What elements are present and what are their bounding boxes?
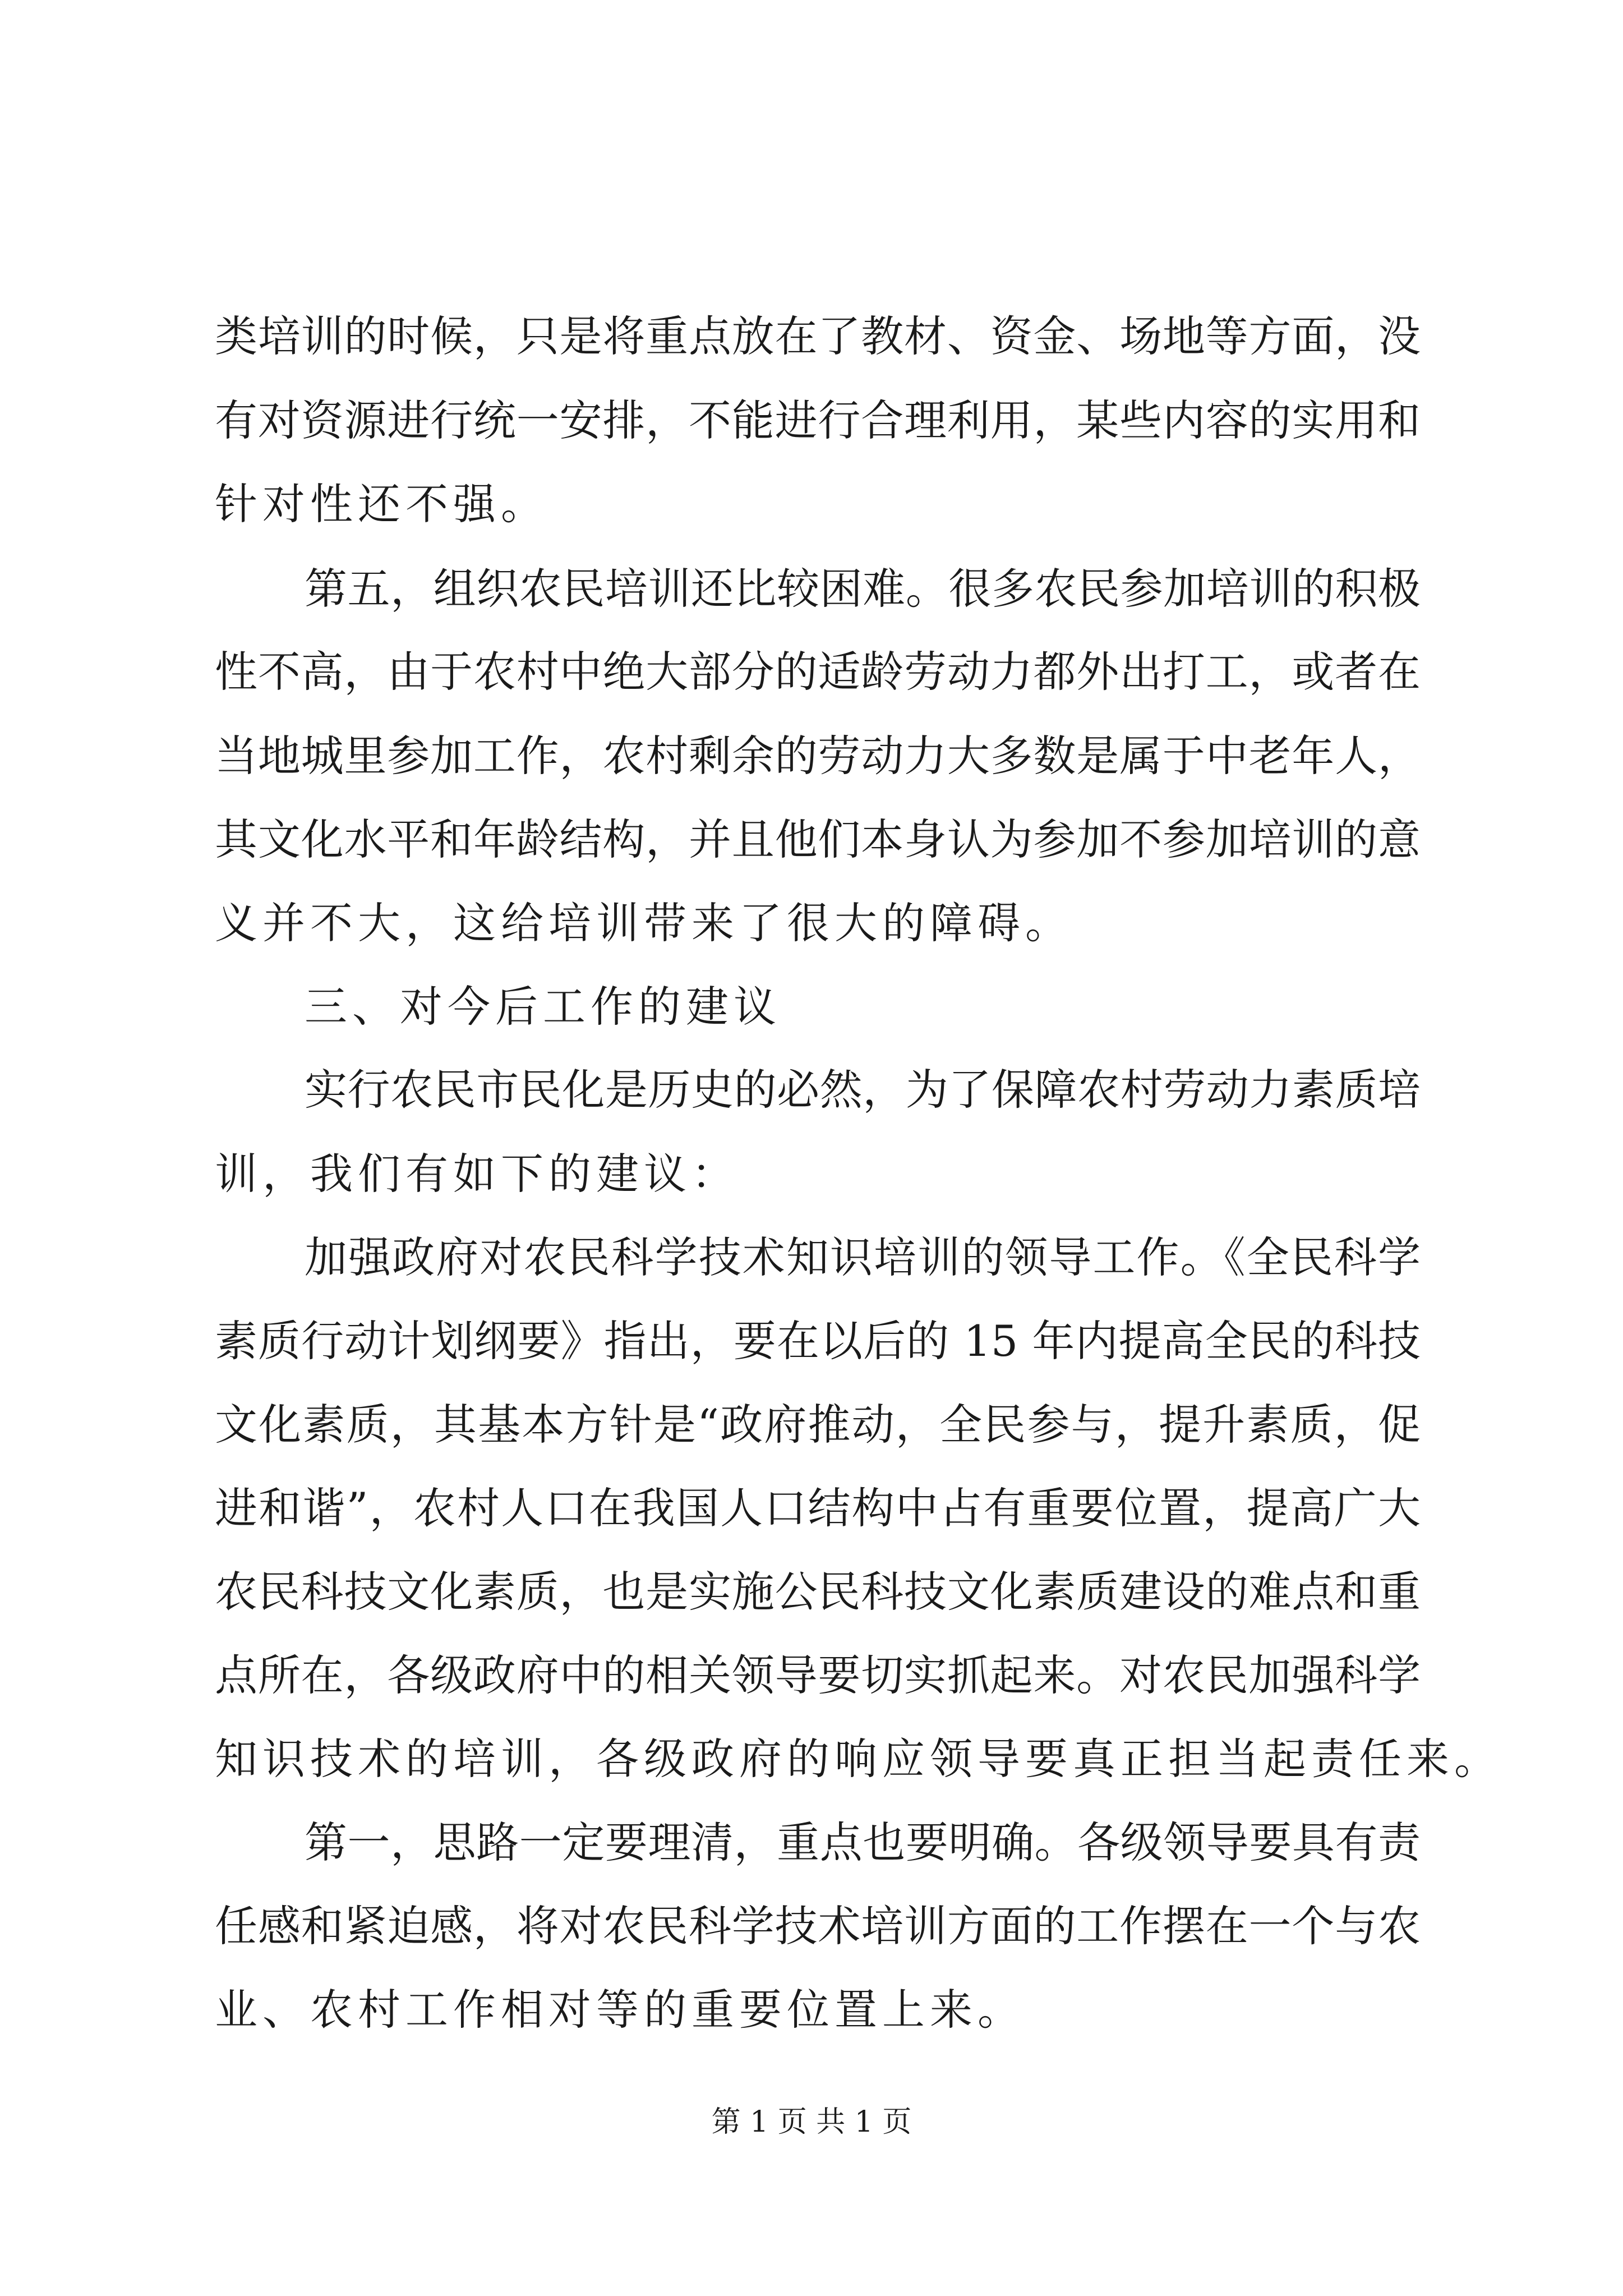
text-line: 当地城里参加工作，农村剩余的劳动力大多数是属于中老年人，	[215, 731, 1421, 781]
text-line: 针对性还不强。	[215, 479, 548, 529]
text-line: 任感和紧迫感，将对农民科学技术培训方面的工作摆在一个与农	[215, 1901, 1421, 1951]
text-line: 第一，思路一定要理清，重点也要明确。各级领导要具有责	[305, 1818, 1421, 1867]
text-line: 训，我们有如下的建议：	[215, 1149, 739, 1199]
text-line: 文化素质，其基本方针是“政府推动，全民参与，提升素质，促	[215, 1400, 1421, 1450]
text-line: 知识技术的培训，各级政府的响应领导要真正担当起责任来。	[215, 1734, 1502, 1784]
text-line: 业、农村工作相对等的重要位置上来。	[215, 1985, 1025, 2035]
text-line: 义并不大，这给培训带来了很大的障碍。	[215, 898, 1073, 948]
text-line: 有对资源进行统一安排，不能进行合理利用，某些内容的实用和	[215, 395, 1421, 445]
text-line: 进和谐”，农村人口在我国人口结构中占有重要位置，提高广大	[215, 1483, 1421, 1533]
text-line: 素质行动计划纲要》指出，要在以后的 15 年内提高全民的科技	[215, 1316, 1421, 1366]
text-line: 其文化水平和年龄结构，并且他们本身认为参加不参加培训的意	[215, 815, 1421, 864]
text-line: 第五，组织农民培训还比较困难。很多农民参加培训的积极	[305, 564, 1421, 614]
text-line: 加强政府对农民科学技术知识培训的领导工作。《全民科学	[305, 1232, 1421, 1282]
text-line: 实行农民市民化是历史的必然，为了保障农村劳动力素质培	[305, 1065, 1421, 1115]
section-heading: 三、对今后工作的建议	[305, 982, 781, 1032]
page-footer: 第 1 页 共 1 页	[711, 2105, 912, 2139]
text-line: 类培训的时候，只是将重点放在了教材、资金、场地等方面，没	[215, 311, 1421, 361]
text-line: 性不高，由于农村中绝大部分的适龄劳动力都外出打工，或者在	[215, 647, 1421, 697]
text-line: 点所在，各级政府中的相关领导要切实抓起来。对农民加强科学	[215, 1650, 1421, 1700]
text-line: 农民科技文化素质，也是实施公民科技文化素质建设的难点和重	[215, 1567, 1421, 1617]
